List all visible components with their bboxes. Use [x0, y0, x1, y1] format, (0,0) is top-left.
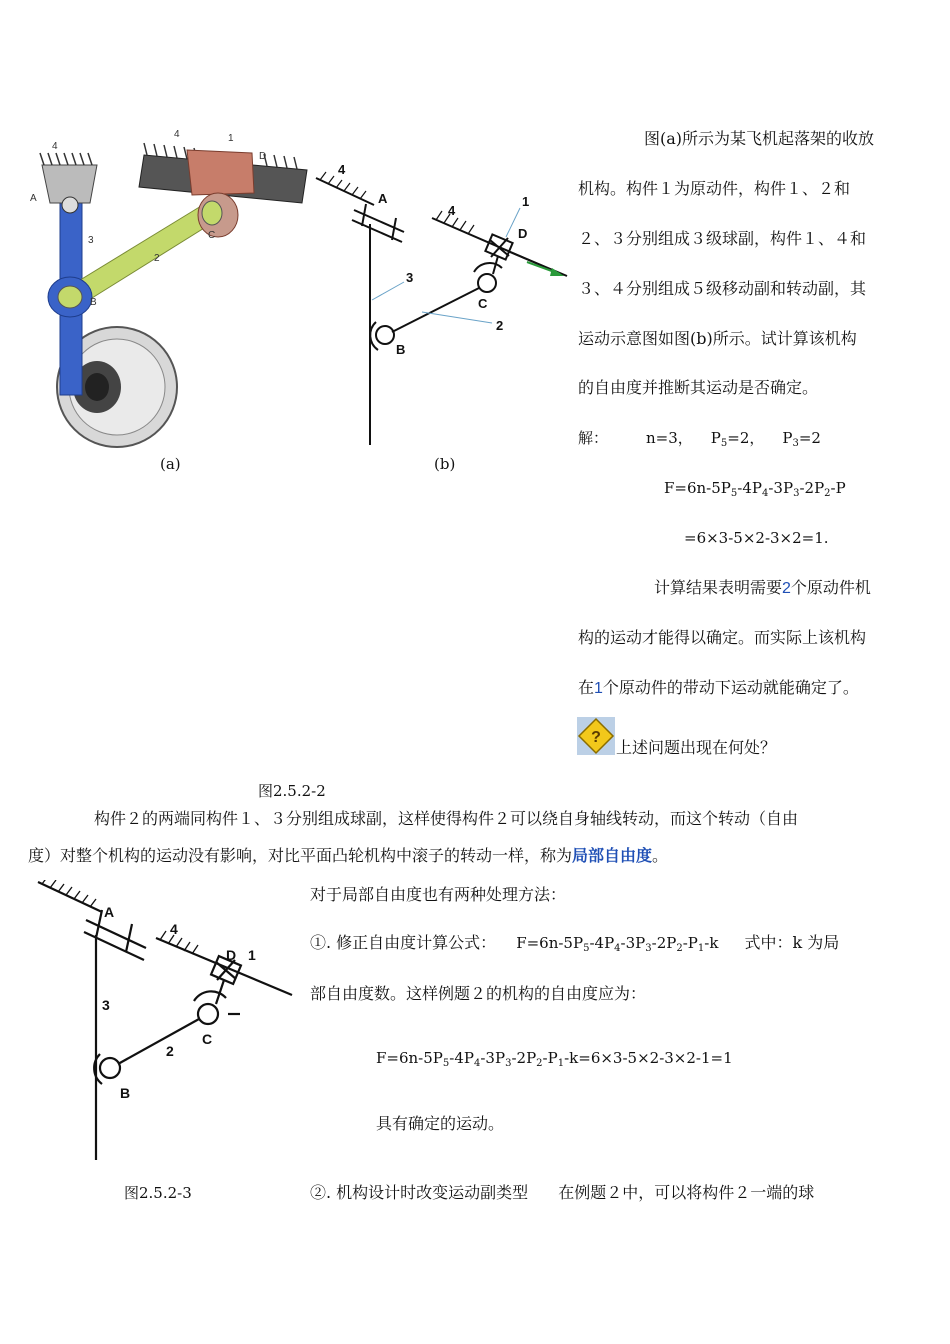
fig-b-label-2: 2 — [496, 318, 504, 333]
fig-a-label-2: 2 — [154, 253, 160, 264]
figure-b-caption: (b) — [434, 455, 456, 473]
method-1-calc: $F=6n-5P_5-4P_4-3P_3-2P_2-P_1-k=6\times 3-5\times 2-3\times 2-1=1$ — [376, 1049, 733, 1069]
fig-a-label-B: B — [90, 297, 97, 308]
highlight-number-1: 1 — [594, 680, 603, 697]
fig3-label-B: B — [120, 1085, 131, 1101]
solution-line — [578, 428, 821, 448]
p2-line2: 构的运动才能得以确定。而实际上该机构 — [578, 628, 867, 647]
figure-3-caption: 图2.5.2-3 — [124, 1184, 192, 1202]
question-text: 上述问题出现在何处？ — [616, 738, 777, 757]
fig-b-label-4-left: 4 — [338, 162, 346, 177]
fig-a-label-1: 1 — [228, 133, 234, 144]
method-1-formula: $F=6n-5P_5-4P_4-3P_3-2P_2-P_1-k$ — [516, 934, 719, 954]
method-1-label: ①. 修正自由度计算公式： — [310, 933, 497, 952]
fig3-label-A: A — [104, 904, 115, 920]
figure-a-caption: (a) — [160, 455, 181, 473]
var-p3-val: =2 — [798, 429, 821, 447]
fig3-label-2: 2 — [166, 1043, 174, 1059]
fig-a-label-A: A — [30, 193, 37, 204]
solution-label: 解： — [578, 429, 609, 447]
fig-b-label-A: A — [378, 191, 388, 206]
var-p3-sub: 3 — [792, 438, 799, 449]
var-p5-val: =2， — [727, 429, 765, 447]
p1-line4: ３、４分别组成５级移动副和转动副，其 — [578, 279, 867, 298]
figure-b-diagram — [312, 160, 574, 450]
fig-b-label-D: D — [518, 226, 528, 241]
p1-line6: 的自由度并推断其运动是否确定。 — [578, 378, 819, 397]
fig-a-label-4-left: 4 — [52, 141, 58, 152]
term-local-dof: 局部自由度 — [572, 848, 653, 865]
fig-a-label-C: C — [208, 230, 216, 241]
p1-line1: 图(a)所示为某飞机起落架的收放 — [644, 129, 875, 148]
p2-line3: 在1个原动件的带动下运动就能确定了。 — [578, 678, 859, 697]
var-p5: P — [710, 429, 721, 447]
method-1-note: 式中：k 为局 — [744, 933, 840, 952]
method-2-label: ②. 机构设计时改变运动副类型 — [310, 1183, 529, 1202]
formula-result: =6×3-5×2-3×2=1. — [684, 529, 829, 547]
link-2 — [72, 203, 217, 303]
para-line2: 度）对整个机构的运动没有影响，对比平面凸轮机构中滚子的转动一样，称为局部自由度。 — [28, 846, 669, 865]
fig-a-label-3: 3 — [88, 235, 94, 246]
methods-intro: 对于局部自由度也有两种处理方法： — [310, 885, 567, 904]
fig-b-label-4-right: 4 — [448, 203, 456, 218]
var-p5-sub: 5 — [720, 438, 728, 449]
method-1-conclusion: 具有确定的运动。 — [376, 1114, 505, 1133]
figure-2-caption: 图2.5.2-2 — [258, 782, 326, 800]
p1-line2: 机构。构件１为原动件，构件１、２和 — [578, 179, 851, 198]
formula-general: $F=6n-5P_5-4P_4-3P_3-2P_2-P$ — [664, 479, 846, 499]
figure-a-drawing — [22, 125, 322, 460]
fig3-label-D: D — [226, 947, 237, 963]
fig-b-label-3: 3 — [406, 270, 414, 285]
fig3-label-1: 1 — [248, 947, 256, 963]
para-line1: 构件２的两端同构件１、３分别组成球副，这样使得构件２可以绕自身轴线转动，而这个转动（自由 — [94, 809, 799, 828]
fig-b-label-C: C — [478, 296, 488, 311]
fig3-label-4: 4 — [170, 921, 178, 937]
figure-3-diagram — [30, 880, 302, 1165]
var-p3: P — [782, 429, 793, 447]
method-2-text: 在例题２中，可以将构件２一端的球 — [558, 1183, 815, 1202]
p1-line5: 运动示意图如图(b)所示。试计算该机构 — [578, 329, 857, 348]
svg-text:?: ? — [591, 729, 601, 746]
fig-a-label-4-top: 4 — [174, 129, 180, 140]
fig-b-label-1: 1 — [522, 194, 530, 209]
slider-1 — [187, 150, 254, 195]
fig3-label-3: 3 — [102, 997, 110, 1013]
fig-b-label-B: B — [396, 342, 406, 357]
p1-line3: ２、３分别组成３级球副，构件１、４和 — [578, 229, 867, 248]
p2-line1: 计算结果表明需要2个原动件机 — [654, 578, 871, 597]
var-n: n=3， — [646, 429, 693, 447]
fig-a-label-D: D — [259, 151, 267, 162]
question-icon — [577, 717, 615, 755]
method-1-line2: 部自由度数。这样例题２的机构的自由度应为： — [310, 984, 647, 1003]
fig3-label-C: C — [202, 1031, 213, 1047]
highlight-number-2: 2 — [782, 580, 791, 597]
method-2-line — [310, 1183, 814, 1203]
method-1-line — [310, 933, 839, 953]
